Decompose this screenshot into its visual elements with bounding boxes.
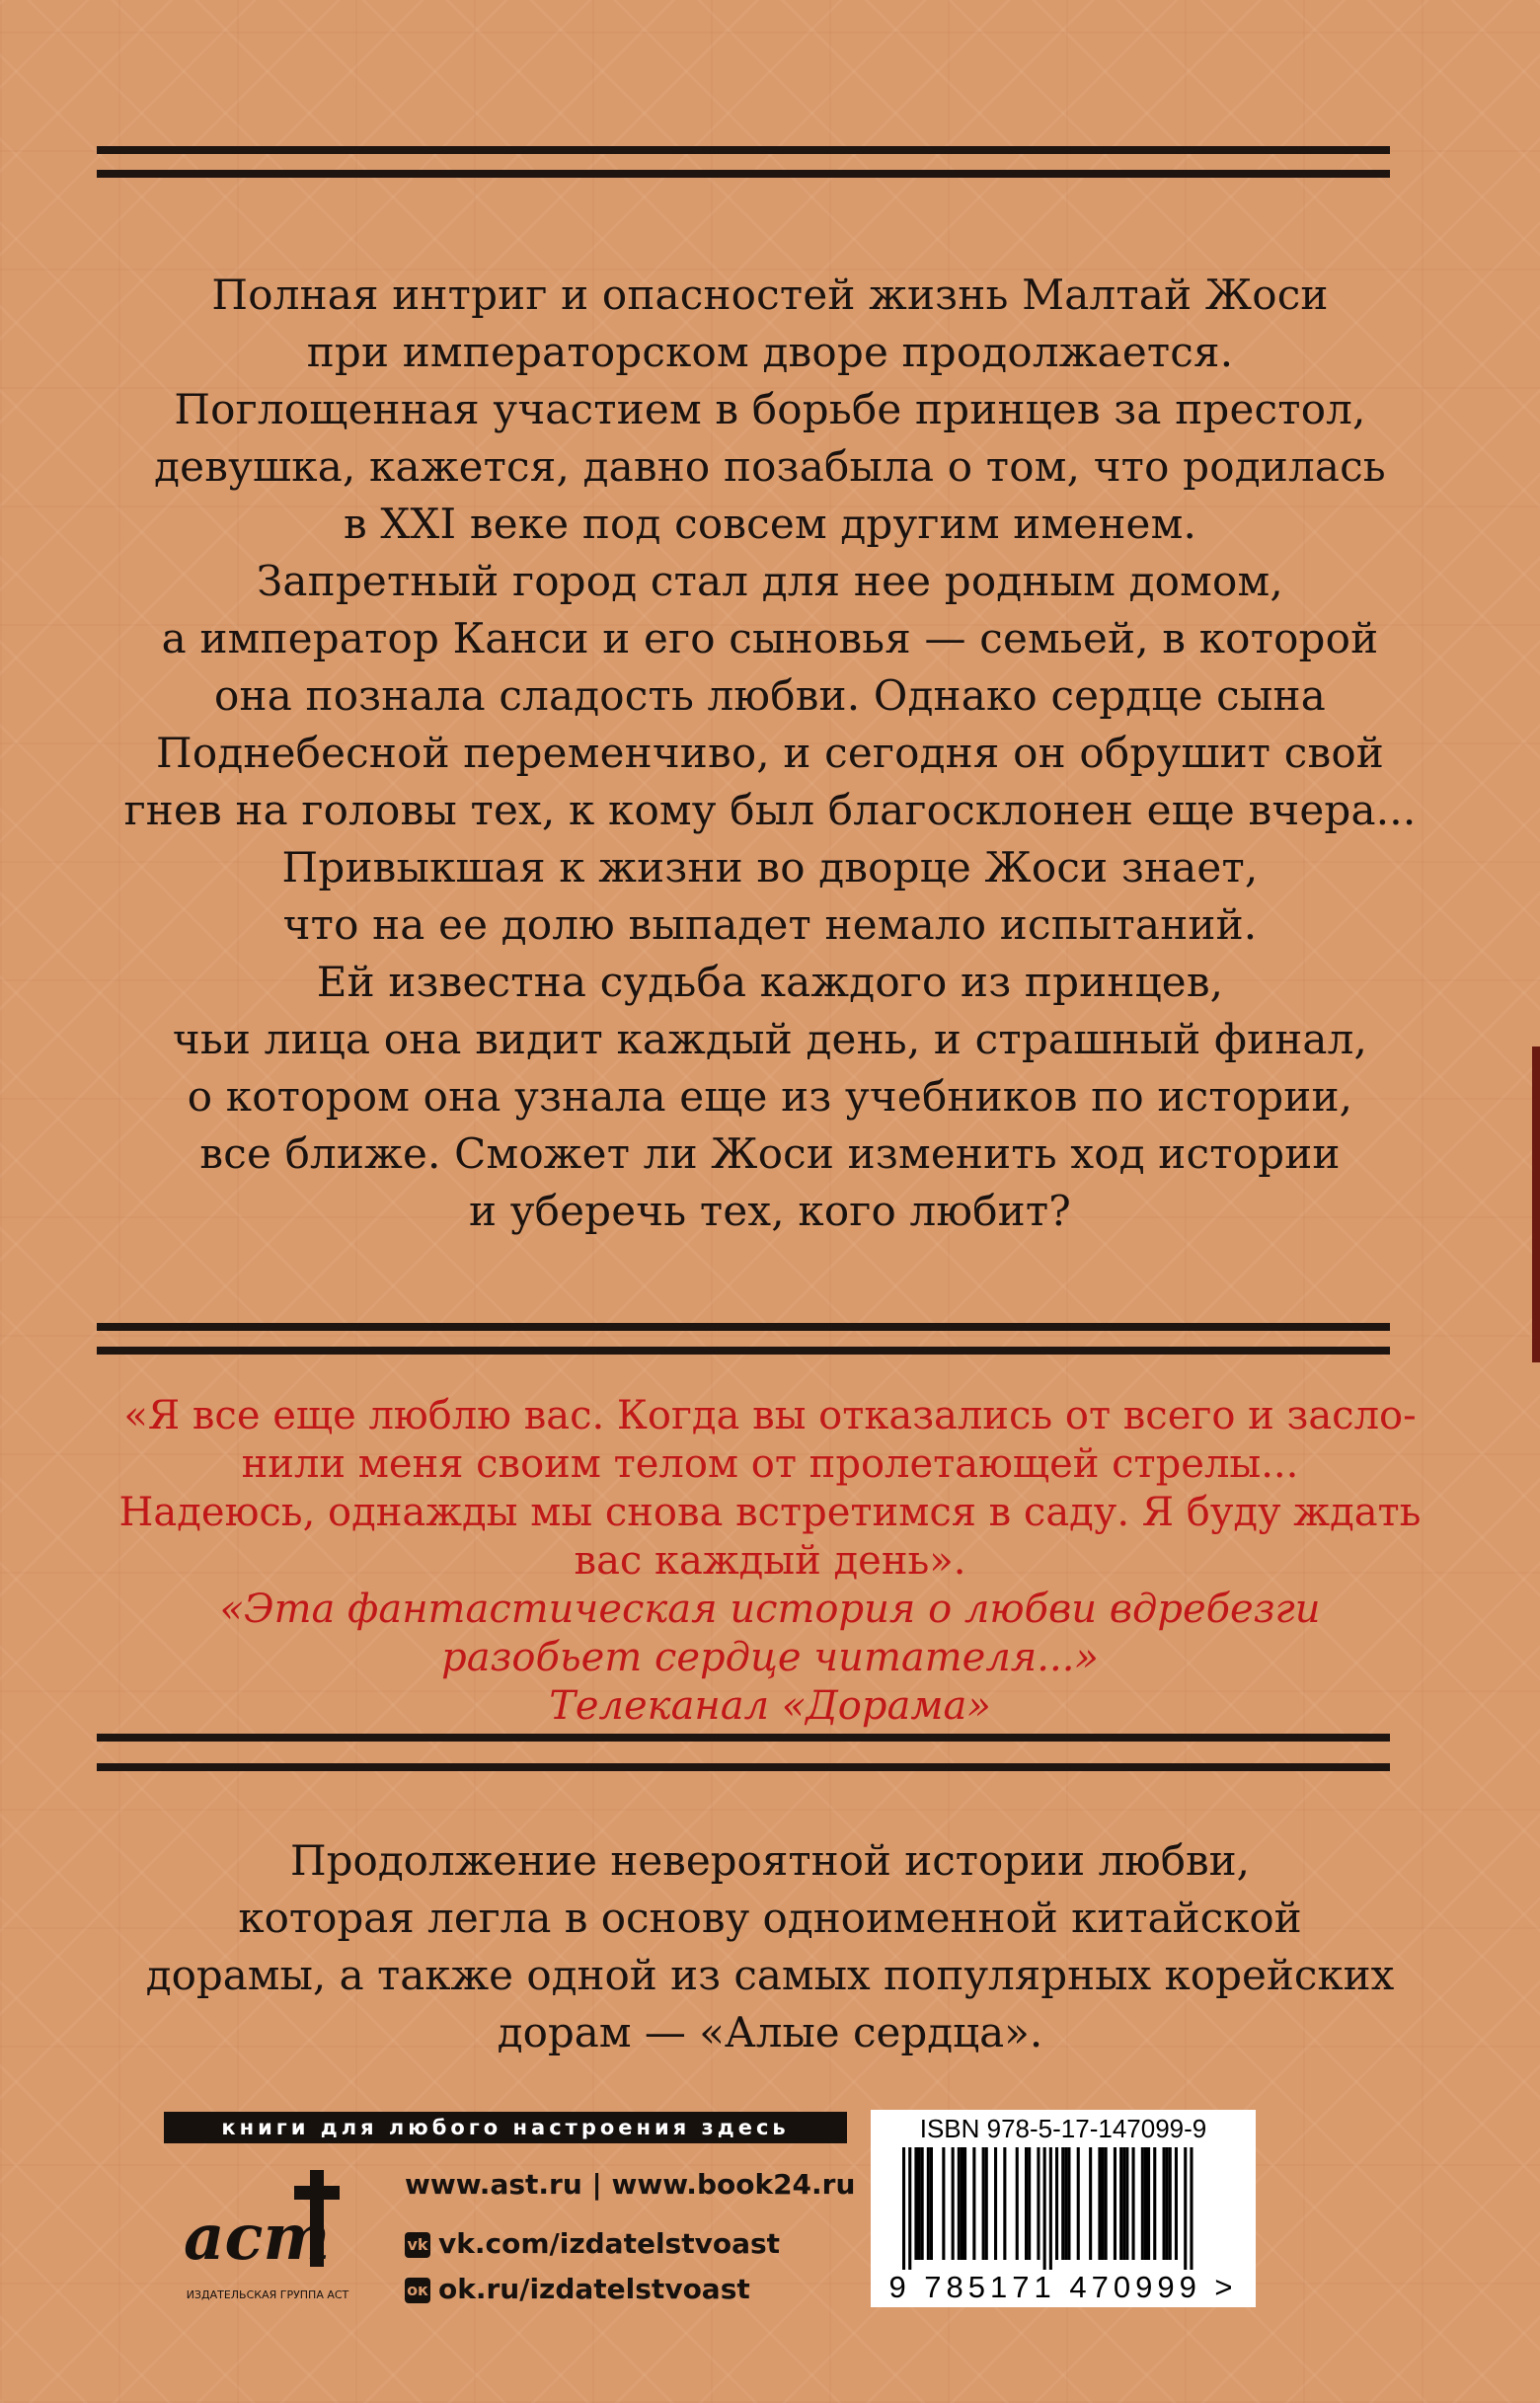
barcode-bar [972, 2147, 975, 2260]
summary-line: и уберечь тех, кого любит? [468, 1187, 1072, 1235]
barcode-bar [1043, 2147, 1046, 2270]
promo-line: дорам — «Алые сердца». [497, 2008, 1043, 2056]
publisher-websites[interactable] [405, 2168, 855, 2201]
barcode-bar [1016, 2147, 1019, 2260]
barcode-bar [958, 2147, 961, 2260]
barcode-bar [921, 2147, 924, 2260]
barcode-bar [1061, 2147, 1064, 2260]
barcode-bar [1028, 2147, 1031, 2260]
barcode-bar [994, 2147, 997, 2260]
summary-line: все ближе. Сможет ли Жоси изменить ход истории [199, 1129, 1341, 1178]
barcode-bar [918, 2147, 921, 2260]
barcode-bar [1163, 2147, 1166, 2260]
summary-block [97, 267, 1443, 1240]
barcode-bar [1119, 2147, 1122, 2260]
summary-line: что на ее долю выпадет немало испытаний. [282, 900, 1258, 949]
barcode-bar [1003, 2147, 1006, 2260]
ean-barcode [879, 2147, 1248, 2270]
promo-line: дорамы, а также одной из самых популярных корейских [145, 1951, 1395, 1999]
barcode-bar [1064, 2147, 1067, 2260]
barcode-bar [1153, 2147, 1156, 2260]
barcode-bar [902, 2147, 905, 2270]
barcode-bar [1184, 2147, 1187, 2270]
barcode-bar [927, 2147, 930, 2260]
websites-text[interactable]: www.ast.ru | www.book24.ru [405, 2168, 856, 2201]
barcode-bar [1190, 2147, 1193, 2270]
vk-link[interactable]: vk.com/izdatelstvoast [438, 2227, 781, 2260]
summary-line: а император Канси и его сыновья — семьей, в которой [161, 614, 1379, 662]
ean-digits: 9 785171 470999 > [888, 2270, 1238, 2304]
barcode-bar [985, 2147, 988, 2260]
summary-line: гнев на головы тех, к кому был благосклонен еще вчера... [123, 786, 1417, 834]
summary-line: чьи лица она видит каждый день, и страшный финал, [172, 1015, 1368, 1063]
barcode-bar [1141, 2147, 1144, 2260]
barcode-bar [1169, 2147, 1172, 2260]
ast-logo [164, 2164, 371, 2283]
barcode-bar [1175, 2147, 1178, 2260]
ast-logo-text: аст [184, 2201, 331, 2275]
summary-line: в XXI веке под совсем другим именем. [343, 500, 1197, 548]
barcode-bar [1166, 2147, 1169, 2260]
barcode-bar [914, 2147, 917, 2260]
middle-rule-thick [97, 1323, 1390, 1331]
summary-line: Ей известна судьба каждого из принцев, [316, 958, 1224, 1006]
quote-line: «Эта фантастическая история о любви вдребезги [219, 1587, 1321, 1632]
barcode-bar [952, 2147, 955, 2260]
publisher-caption: ИЗДАТЕЛЬСКАЯ ГРУППА АСТ [186, 2288, 349, 2301]
barcode-bar [1098, 2147, 1101, 2260]
barcode-bar [982, 2147, 985, 2260]
quote-line: вас каждый день». [574, 1538, 966, 1584]
barcode-bar [1102, 2147, 1105, 2260]
quote-line: разобьет сердце читателя...» [441, 1635, 1099, 1680]
barcode-bar [961, 2147, 963, 2260]
promo-line: Продолжение невероятной истории любви, [290, 1836, 1250, 1885]
summary-line: о котором она узнала еще из учебников по истории, [187, 1072, 1353, 1121]
barcode-bar [1077, 2147, 1080, 2260]
summary-line: она познала сладость любви. Однако сердце сына [214, 671, 1326, 720]
summary-line: Запретный город стал для нее родным домом, [257, 557, 1283, 605]
barcode-bar [963, 2147, 966, 2260]
summary-line: Поглощенная участием в борьбе принцев за престол, [174, 385, 1366, 433]
barcode-bar [1144, 2147, 1147, 2260]
ok-icon: ок [405, 2278, 430, 2303]
barcode-bar [1025, 2147, 1028, 2260]
quote-line: нили меня своим телом от пролетающей стрелы... [241, 1441, 1299, 1487]
summary-line: Поднебесной переменчиво, и сегодня он обрушит свой [156, 729, 1384, 777]
ok-link[interactable]: ok.ru/izdatelstvoast [438, 2273, 750, 2305]
spine-edge [1532, 1046, 1540, 1362]
promo-block [97, 1832, 1443, 2061]
top-rule-thin [97, 170, 1390, 178]
publisher-slogan: книги для любого настроения здесь [164, 2112, 847, 2143]
barcode-bar [1049, 2147, 1052, 2270]
barcode-bar [942, 2147, 945, 2260]
barcode-bar [1067, 2147, 1070, 2260]
barcode-bar [908, 2147, 911, 2270]
top-rule-thick [97, 146, 1390, 154]
middle-rule-thin [97, 1347, 1390, 1355]
summary-line: Привыкшая к жизни во дворце Жоси знает, [281, 843, 1259, 891]
barcode-bar [1114, 2147, 1116, 2260]
barcode-bar [1122, 2147, 1125, 2260]
lower-rule-thick [97, 1734, 1390, 1742]
barcode-bar [1105, 2147, 1108, 2260]
promo-line: которая легла в основу одноименной китайской [238, 1894, 1302, 1942]
barcode-bar [1132, 2147, 1135, 2260]
vk-contact[interactable] [405, 2227, 780, 2260]
barcode-bar [1055, 2147, 1058, 2260]
vk-icon: vk [405, 2232, 430, 2258]
barcode-bar [930, 2147, 933, 2260]
quote-block [97, 1392, 1443, 1731]
barcode-bar [1147, 2147, 1150, 2260]
barcode-bar [1089, 2147, 1092, 2260]
barcode-bar [1037, 2147, 1040, 2260]
barcode-bar [1125, 2147, 1128, 2260]
quote-line: «Я все еще люблю вас. Когда вы отказались от всего и засло- [123, 1393, 1417, 1438]
summary-line: Полная интриг и опасностей жизнь Малтай Жоси [211, 271, 1329, 319]
ok-contact[interactable] [405, 2273, 750, 2305]
quote-line: Телеканал «Дорама» [549, 1683, 991, 1729]
isbn-label: ISBN 978-5-17-147099-9 [919, 2114, 1207, 2143]
quote-line: Надеюсь, однажды мы снова встретимся в саду. Я буду ждать [118, 1490, 1422, 1535]
barcode-panel [871, 2110, 1256, 2307]
lower-rule-thin [97, 1763, 1390, 1771]
summary-line: при императорском дворе продолжается. [306, 328, 1234, 376]
summary-line: девушка, кажется, давно позабыла о том, что родилась [154, 442, 1386, 491]
